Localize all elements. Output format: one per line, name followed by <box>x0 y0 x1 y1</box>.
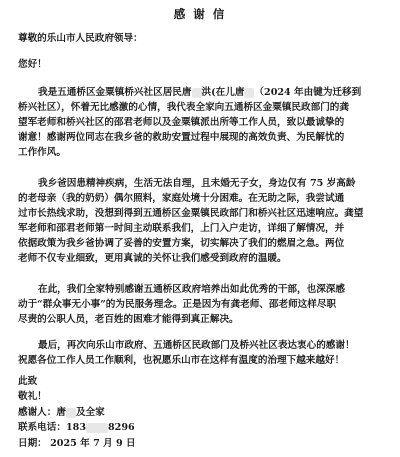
redacted-name-2 <box>244 88 254 98</box>
contact-phone: 联系电话：183 8296 <box>18 422 135 433</box>
greeting: 您好！ <box>18 59 47 70</box>
paragraph-3-line-1: 在此，我们全家特别感谢五通桥区政府培养出如此优秀的干部，也深深感 <box>38 284 345 295</box>
paragraph-4-line-2: 祝愿各位工作人员工作顺利，也祝愿乐山市在这样有温度的治理下越来越好！ <box>18 355 345 366</box>
closing-cizhi: 此致 <box>18 376 38 387</box>
paragraph-1-line-1: 我是五通桥区金粟镇桥兴社区居民唐 洪(在儿唐 （2024 年由键为迁移到 <box>38 87 362 98</box>
letter-title: 感 谢 信 <box>173 7 227 21</box>
paragraph-1-line-4: 谢意！感谢两位同志在我乡爸的救助安置过程中展现的高效负责、为民解忧的 <box>18 132 345 143</box>
signature: 感谢人：唐 及全家 <box>18 407 105 418</box>
paragraph-1-line-5: 工作作风。 <box>18 147 66 158</box>
paragraph-2-line-2: 的老母亲（我的奶奶）偶尔照料，家庭处境十分困难。在无助之际，我尝试通 <box>18 193 345 204</box>
paragraph-2-line-4: 军老师和邵君老师第一时间主动联系我们，上门入户走访，详细了解情况，并 <box>18 223 345 234</box>
paragraph-2-line-1: 我乡爸因患精神疾病，生活无法自理，且未婚无子女，身边仅有 75 岁高龄 <box>38 178 356 189</box>
redacted-phone <box>86 423 108 433</box>
paragraph-1-line-2: 桥兴社区），怀着无比感激的心情，我代表全家向五通桥区金粟镇民政部门的龚 <box>18 102 349 113</box>
letter-date: 日期： 2025 年 7 月 9 日 <box>18 438 136 449</box>
paragraph-2-line-6: 老师不仅专业细致，更用真诚的关怀让我们感受到政府的温暖。 <box>18 253 287 264</box>
paragraph-4-line-1: 最后，再次向乐山市政府、五通桥区民政部门及桥兴社区表达衷心的感谢！ <box>38 340 355 351</box>
salutation: 尊敬的乐山市人民政府领导： <box>18 33 143 44</box>
redacted-signer <box>66 408 76 418</box>
paragraph-2-line-3: 过市长热线求助，没想到得到五通桥区金粟镇民政部门和桥兴社区迅速响应。龚望 <box>18 208 364 219</box>
paragraph-3-line-3: 尽责的公职人员，老百姓的困难才能得到真正解决。 <box>18 314 239 325</box>
redacted-name-1 <box>192 88 202 98</box>
closing-jingli: 敬礼！ <box>18 391 47 402</box>
paragraph-1-line-3: 望军老师和桥兴社区的邵君老师以及金粟镇派出所等工作人员，致以最诚挚的 <box>18 117 345 128</box>
paragraph-3-line-2: 动于“群众事无小事”的为民服务理念。正是因为有龚老师、邵老师这样尽职 <box>18 299 337 310</box>
paragraph-2-line-5: 依据政策为我乡爸协调了妥善的安置方案，切实解决了我们的燃眉之急。两位 <box>18 238 345 249</box>
